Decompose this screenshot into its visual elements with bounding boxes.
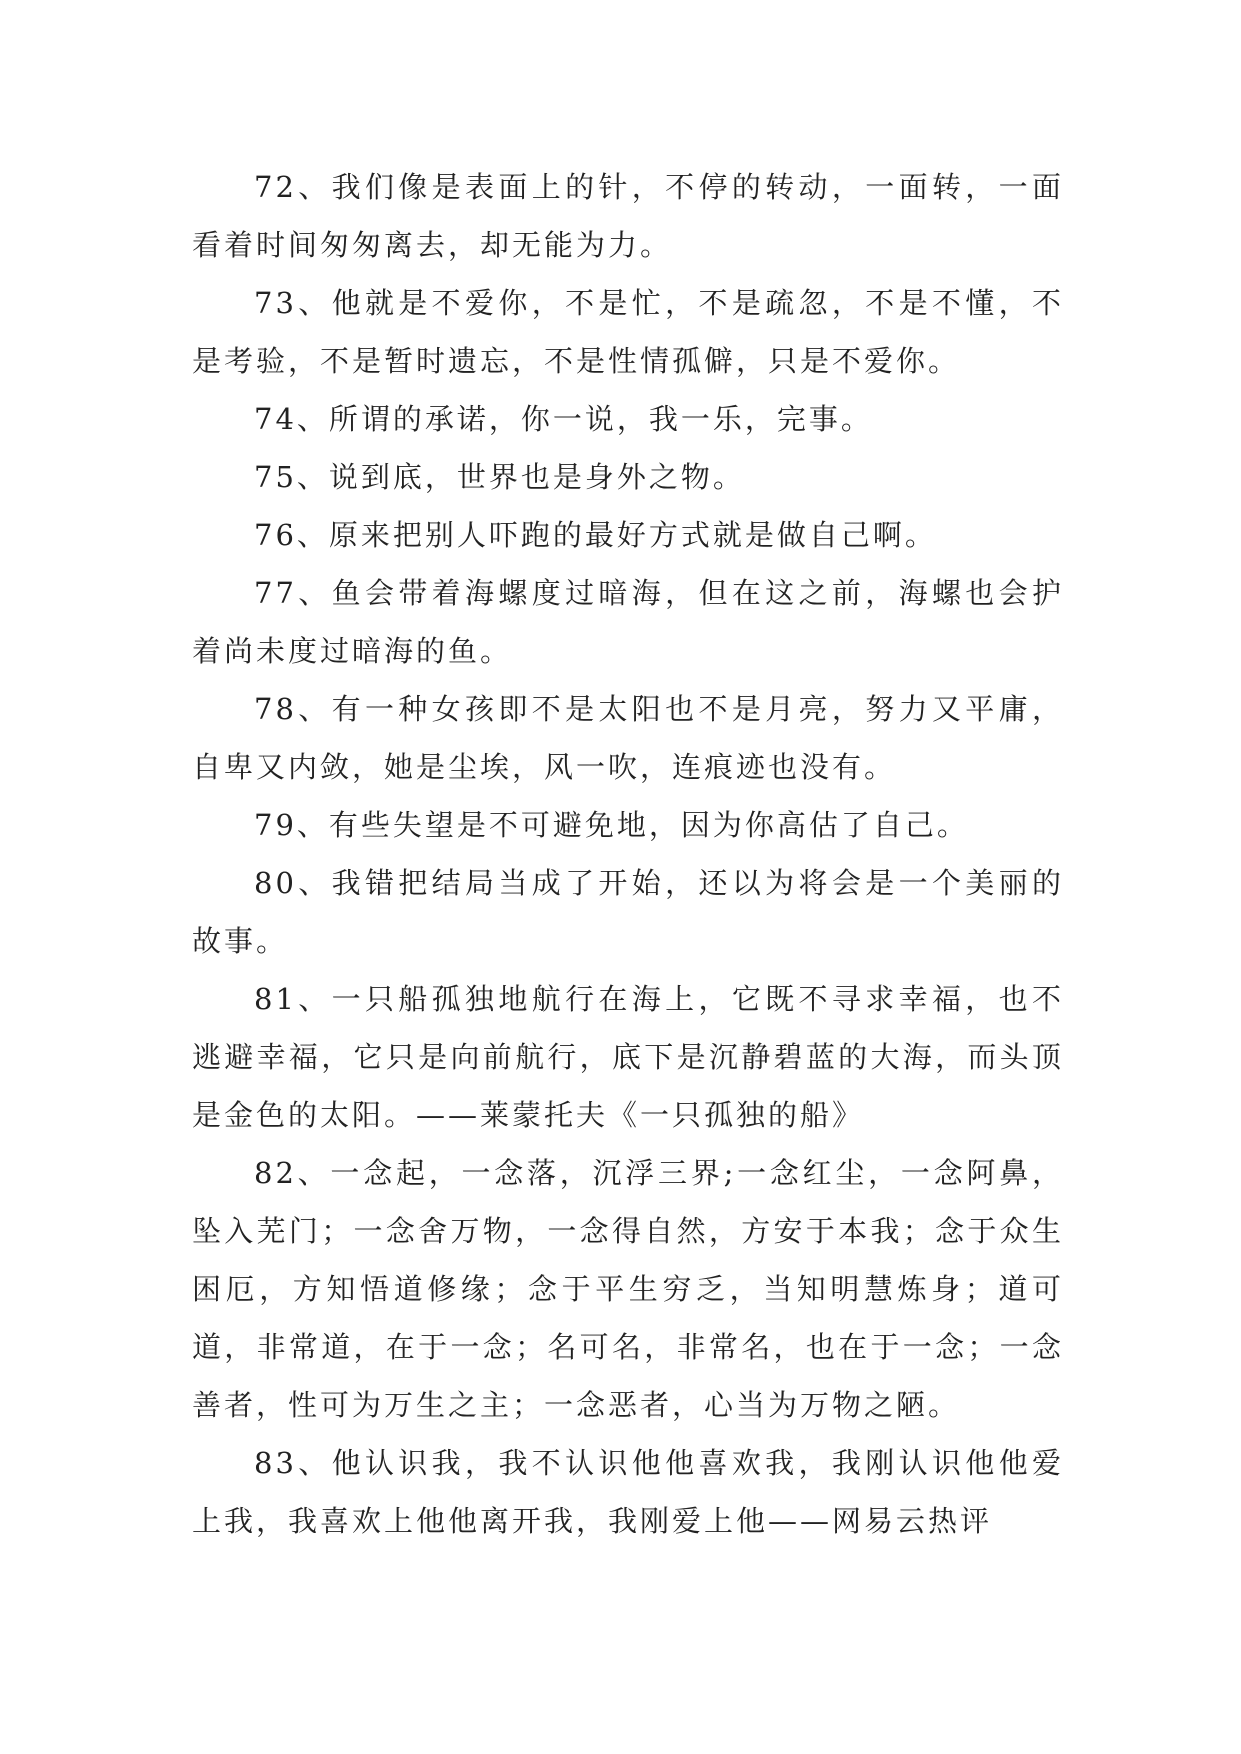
paragraph-73: 73、他就是不爱你，不是忙，不是疏忽，不是不懂，不是考验，不是暂时遗忘，不是性情孤僻，只是不爱你。 xyxy=(192,286,1064,378)
paragraph-75: 75、说到底，世界也是身外之物。 xyxy=(254,460,745,494)
paragraph-79: 79、有些失望是不可避免地，因为你高估了自己。 xyxy=(254,808,969,842)
document-body xyxy=(192,158,1064,1550)
paragraph-82: 82、一念起，一念落，沉浮三界;一念红尘，一念阿鼻，坠入芜门；一念舍万物，一念得自然，方安于本我；念于众生困厄，方知悟道修缘；念于平生穷乏，当知明慧炼身；道可道，非常道，在于一念；名可名，非常名，也在于一念；一念善者，性可为万生之主；一念恶者，心当为万物之陋。 xyxy=(192,1156,1064,1422)
paragraph-80: 80、我错把结局当成了开始，还以为将会是一个美丽的故事。 xyxy=(192,866,1064,958)
paragraph-83: 83、他认识我，我不认识他他喜欢我，我刚认识他他爱上我，我喜欢上他他离开我，我刚爱上他——网易云热评 xyxy=(192,1446,1064,1538)
paragraph-78: 78、有一种女孩即不是太阳也不是月亮，努力又平庸，自卑又内敛，她是尘埃，风一吹，连痕迹也没有。 xyxy=(192,692,1064,784)
paragraph-77: 77、鱼会带着海螺度过暗海，但在这之前，海螺也会护着尚未度过暗海的鱼。 xyxy=(192,576,1064,668)
paragraph-76: 76、原来把别人吓跑的最好方式就是做自己啊。 xyxy=(254,518,937,552)
paragraph-74: 74、所谓的承诺，你一说，我一乐，完事。 xyxy=(254,402,873,436)
paragraph-72: 72、我们像是表面上的针，不停的转动，一面转，一面看着时间匆匆离去，却无能为力。 xyxy=(192,170,1064,262)
paragraph-81: 81、一只船孤独地航行在海上，它既不寻求幸福，也不逃避幸福，它只是向前航行，底下是沉静碧蓝的大海，而头顶是金色的太阳。——莱蒙托夫《一只孤独的船》 xyxy=(192,982,1064,1132)
